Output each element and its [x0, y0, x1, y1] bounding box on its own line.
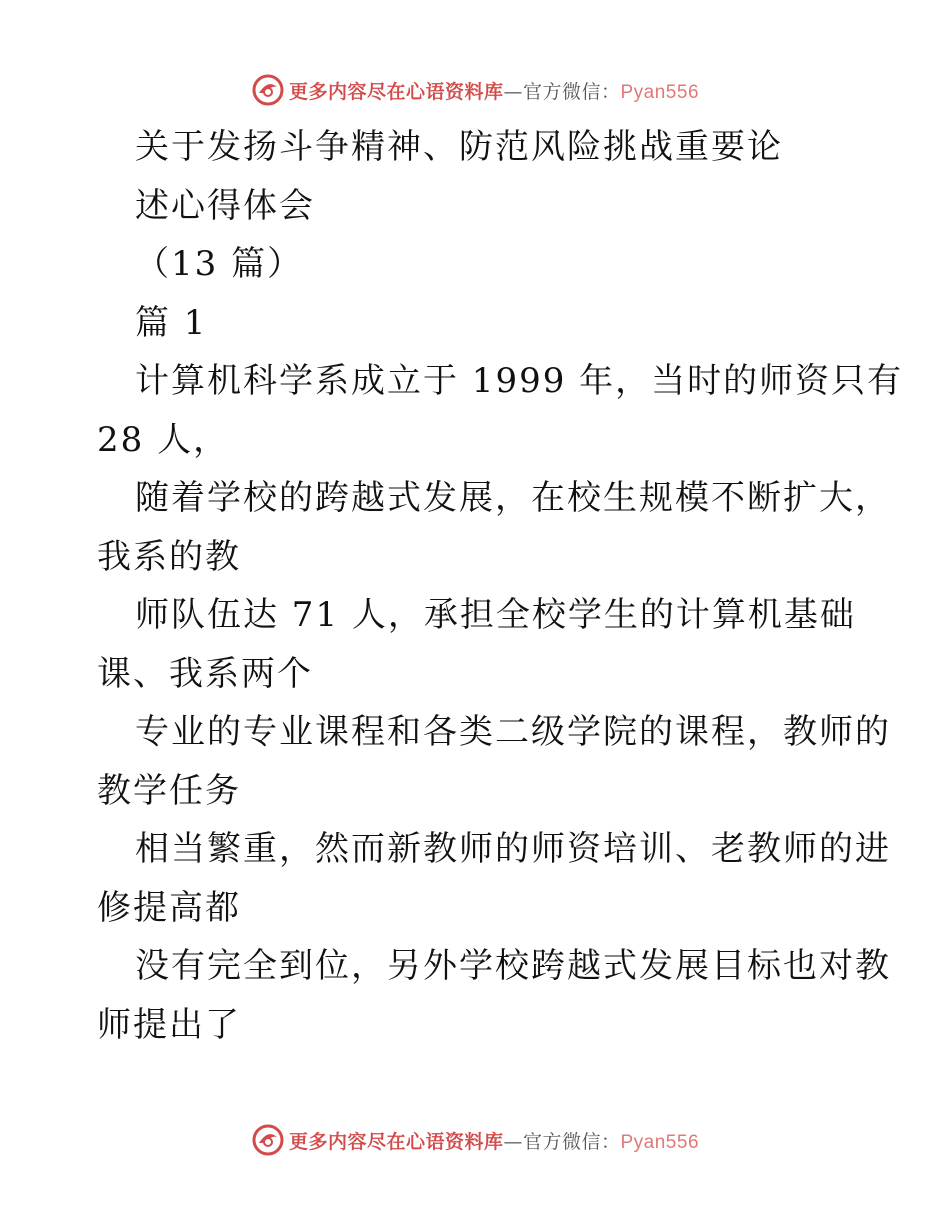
red-swirl-logo-icon: [251, 73, 285, 107]
banner-dash: —: [503, 1130, 523, 1153]
document-body: [97, 118, 904, 1054]
red-swirl-logo-icon: [251, 1123, 285, 1157]
title-line-1: 关于发扬斗争精神、防范风险挑战重要论: [135, 127, 783, 167]
body-line: 随着学校的跨越式发展，在校生规模不断扩大，: [135, 478, 891, 518]
body-line: 28 人，: [97, 419, 230, 460]
banner-wechat-label: 官方微信：: [522, 80, 621, 103]
body-line: 教学任务: [97, 770, 241, 811]
body-line: 师队伍达 71 人，承担全校学生的计算机基础: [135, 595, 856, 635]
banner-main-text: 更多内容尽在心语资料库: [288, 1130, 504, 1153]
banner-dash: —: [503, 80, 523, 103]
body-line: 计算机科学系成立于 1999 年，当时的师资只有: [135, 361, 904, 401]
header-banner: [0, 70, 950, 110]
banner-wechat-label: 官方微信：: [522, 1130, 621, 1153]
body-line: 师提出了: [97, 1004, 241, 1045]
body-line: 没有完全到位，另外学校跨越式发展目标也对教: [135, 946, 891, 986]
title-count: （13 篇）: [135, 244, 304, 284]
banner-text: [289, 1127, 699, 1154]
banner-wechat-id: Pyan556: [620, 81, 700, 103]
body-line: 修提高都: [97, 887, 241, 928]
banner-text: [289, 77, 699, 104]
banner-wechat-id: Pyan556: [620, 1131, 700, 1153]
body-line: 我系的教: [97, 536, 241, 577]
body-paragraphs: [97, 352, 904, 1054]
section-heading: 篇 1: [135, 302, 208, 343]
banner-main-text: 更多内容尽在心语资料库: [288, 80, 504, 103]
body-line: 专业的专业课程和各类二级学院的课程，教师的: [135, 712, 891, 752]
body-line: 课、我系两个: [97, 653, 313, 694]
body-line: 相当繁重，然而新教师的师资培训、老教师的进: [135, 829, 891, 869]
footer-banner: [0, 1120, 950, 1160]
title-line-2: 述心得体会: [135, 185, 315, 226]
